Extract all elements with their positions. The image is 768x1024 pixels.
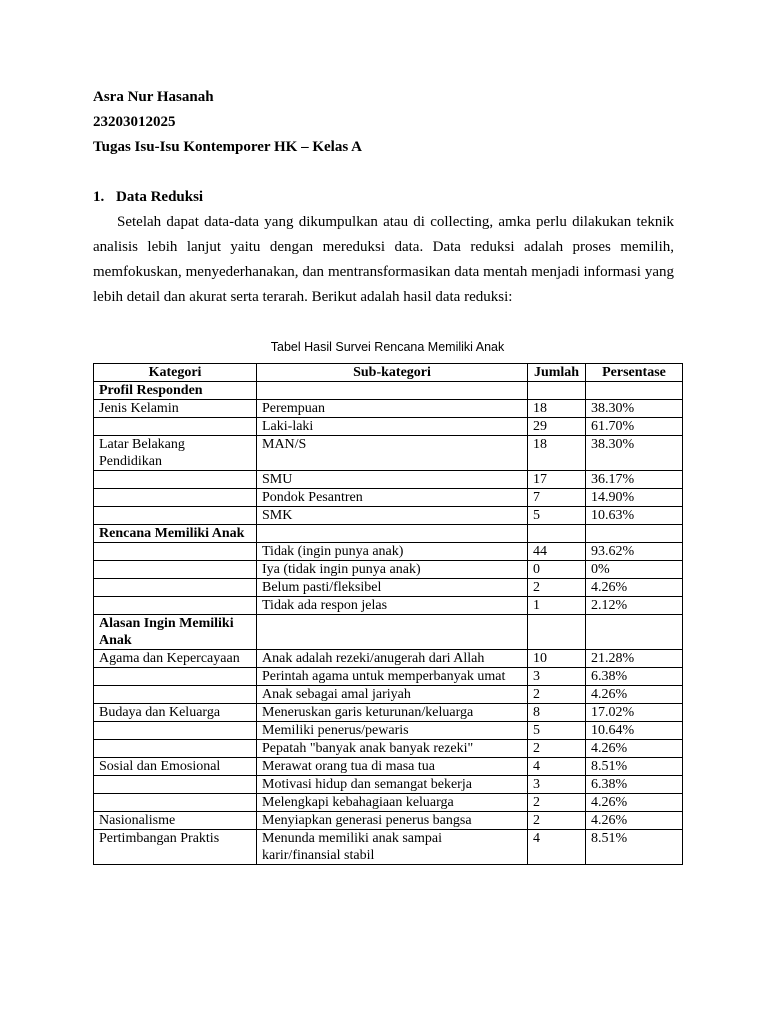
cell-jumlah: 0	[528, 561, 586, 579]
table-row	[94, 776, 683, 794]
cell-sub-kategori: Pepatah "banyak anak banyak rezeki"	[257, 740, 528, 758]
cell-jumlah	[528, 382, 586, 400]
cell-jumlah: 2	[528, 579, 586, 597]
cell-persentase: 10.63%	[586, 507, 683, 525]
table-caption: Tabel Hasil Survei Rencana Memiliki Anak	[270, 340, 505, 354]
table-row	[94, 650, 683, 668]
cell-jumlah: 1	[528, 597, 586, 615]
table-row	[94, 794, 683, 812]
body-paragraph: Setelah dapat data-data yang dikumpulkan atau di collecting, amka perlu dilakukan teknik analisis lebih lanjut yaitu dengan mereduksi data. Data reduksi adalah proses memilih, memfokuskan, menyederhanakan, dan mentransformasikan data mentah menjadi informasi yang lebih detail dan akurat serta terarah. Berikut adalah hasil data reduksi:	[93, 214, 674, 305]
table-body	[94, 382, 683, 865]
table-row	[94, 507, 683, 525]
table-row	[94, 597, 683, 615]
cell-sub-kategori: Iya (tidak ingin punya anak)	[257, 561, 528, 579]
table-row	[94, 471, 683, 489]
table-row	[94, 668, 683, 686]
cell-persentase: 61.70%	[586, 418, 683, 436]
assignment-title: Tugas Isu-Isu Kontemporer HK – Kelas A	[93, 139, 362, 155]
cell-kategori	[94, 740, 257, 758]
table-row	[94, 722, 683, 740]
cell-jumlah: 7	[528, 489, 586, 507]
author-name: Asra Nur Hasanah	[93, 89, 214, 105]
cell-sub-kategori: Menyiapkan generasi penerus bangsa	[257, 812, 528, 830]
cell-persentase: 38.30%	[586, 400, 683, 418]
cell-kategori	[94, 489, 257, 507]
cell-sub-kategori: Pondok Pesantren	[257, 489, 528, 507]
cell-sub-kategori: Laki-laki	[257, 418, 528, 436]
cell-persentase: 21.28%	[586, 650, 683, 668]
cell-persentase: 38.30%	[586, 436, 683, 471]
header-persentase: Persentase	[586, 364, 683, 382]
cell-jumlah: 3	[528, 776, 586, 794]
cell-kategori: Pertimbangan Praktis	[94, 830, 257, 865]
cell-persentase: 4.26%	[586, 794, 683, 812]
cell-sub-kategori: Motivasi hidup dan semangat bekerja	[257, 776, 528, 794]
cell-kategori	[94, 776, 257, 794]
cell-jumlah: 2	[528, 812, 586, 830]
cell-sub-kategori: Anak adalah rezeki/anugerah dari Allah	[257, 650, 528, 668]
cell-persentase: 2.12%	[586, 597, 683, 615]
table-header-row	[94, 364, 683, 382]
table-row	[94, 400, 683, 418]
cell-sub-kategori: Anak sebagai amal jariyah	[257, 686, 528, 704]
cell-kategori	[94, 507, 257, 525]
cell-jumlah: 44	[528, 543, 586, 561]
cell-kategori	[94, 418, 257, 436]
cell-sub-kategori: SMU	[257, 471, 528, 489]
cell-kategori	[94, 579, 257, 597]
cell-persentase: 8.51%	[586, 830, 683, 865]
table-row	[94, 579, 683, 597]
cell-jumlah: 4	[528, 758, 586, 776]
cell-sub-kategori: Tidak (ingin punya anak)	[257, 543, 528, 561]
cell-sub-kategori: Perempuan	[257, 400, 528, 418]
cell-sub-kategori	[257, 525, 528, 543]
cell-persentase: 6.38%	[586, 776, 683, 794]
cell-jumlah: 4	[528, 830, 586, 865]
cell-sub-kategori: SMK	[257, 507, 528, 525]
cell-jumlah: 29	[528, 418, 586, 436]
table-section-row	[94, 525, 683, 543]
cell-kategori: Budaya dan Keluarga	[94, 704, 257, 722]
survey-table	[93, 363, 683, 865]
cell-persentase: 6.38%	[586, 668, 683, 686]
cell-kategori	[94, 722, 257, 740]
cell-jumlah: 5	[528, 722, 586, 740]
cell-jumlah: 2	[528, 740, 586, 758]
cell-persentase	[586, 525, 683, 543]
cell-kategori: Latar Belakang Pendidikan	[94, 436, 257, 471]
table-row	[94, 704, 683, 722]
cell-persentase	[586, 615, 683, 650]
cell-jumlah: 2	[528, 686, 586, 704]
table-row	[94, 758, 683, 776]
cell-persentase: 0%	[586, 561, 683, 579]
cell-sub-kategori	[257, 615, 528, 650]
cell-sub-kategori: Melengkapi kebahagiaan keluarga	[257, 794, 528, 812]
table-row	[94, 489, 683, 507]
student-id: 23203012025	[93, 114, 176, 130]
cell-kategori: Nasionalisme	[94, 812, 257, 830]
cell-jumlah: 18	[528, 400, 586, 418]
table-section-row	[94, 382, 683, 400]
table-row	[94, 812, 683, 830]
cell-sub-kategori: Meneruskan garis keturunan/keluarga	[257, 704, 528, 722]
cell-sub-kategori	[257, 382, 528, 400]
cell-jumlah: 18	[528, 436, 586, 471]
cell-persentase: 17.02%	[586, 704, 683, 722]
cell-kategori: Sosial dan Emosional	[94, 758, 257, 776]
cell-persentase	[586, 382, 683, 400]
table-row	[94, 418, 683, 436]
cell-sub-kategori: Belum pasti/fleksibel	[257, 579, 528, 597]
cell-persentase: 14.90%	[586, 489, 683, 507]
cell-kategori	[94, 794, 257, 812]
cell-jumlah: 10	[528, 650, 586, 668]
header-kategori: Kategori	[94, 364, 257, 382]
cell-persentase: 4.26%	[586, 579, 683, 597]
cell-persentase: 93.62%	[586, 543, 683, 561]
cell-jumlah	[528, 525, 586, 543]
cell-persentase: 4.26%	[586, 686, 683, 704]
cell-sub-kategori: Tidak ada respon jelas	[257, 597, 528, 615]
cell-kategori	[94, 597, 257, 615]
cell-jumlah: 8	[528, 704, 586, 722]
cell-kategori: Rencana Memiliki Anak	[94, 525, 257, 543]
cell-kategori: Profil Responden	[94, 382, 257, 400]
cell-kategori	[94, 561, 257, 579]
table-row	[94, 543, 683, 561]
cell-sub-kategori: MAN/S	[257, 436, 528, 471]
cell-persentase: 36.17%	[586, 471, 683, 489]
table-row	[94, 740, 683, 758]
section-title: Data Reduksi	[116, 189, 204, 205]
cell-persentase: 4.26%	[586, 740, 683, 758]
cell-kategori	[94, 471, 257, 489]
table-section-row	[94, 615, 683, 650]
cell-sub-kategori: Perintah agama untuk memperbanyak umat	[257, 668, 528, 686]
header-sub-kategori: Sub-kategori	[257, 364, 528, 382]
cell-jumlah: 5	[528, 507, 586, 525]
cell-kategori: Jenis Kelamin	[94, 400, 257, 418]
cell-jumlah: 2	[528, 794, 586, 812]
table-row	[94, 561, 683, 579]
cell-kategori	[94, 543, 257, 561]
cell-kategori	[94, 686, 257, 704]
cell-jumlah: 17	[528, 471, 586, 489]
section-heading	[93, 188, 203, 206]
cell-jumlah	[528, 615, 586, 650]
cell-sub-kategori: Menunda memiliki anak sampai karir/finansial stabil	[257, 830, 528, 865]
cell-kategori: Agama dan Kepercayaan	[94, 650, 257, 668]
table-row	[94, 686, 683, 704]
section-number: 1.	[93, 189, 105, 205]
cell-kategori	[94, 668, 257, 686]
cell-sub-kategori: Memiliki penerus/pewaris	[257, 722, 528, 740]
table-row	[94, 830, 683, 865]
table-row	[94, 436, 683, 471]
header-jumlah: Jumlah	[528, 364, 586, 382]
cell-jumlah: 3	[528, 668, 586, 686]
cell-persentase: 10.64%	[586, 722, 683, 740]
cell-kategori: Alasan Ingin Memiliki Anak	[94, 615, 257, 650]
cell-persentase: 4.26%	[586, 812, 683, 830]
cell-persentase: 8.51%	[586, 758, 683, 776]
cell-sub-kategori: Merawat orang tua di masa tua	[257, 758, 528, 776]
